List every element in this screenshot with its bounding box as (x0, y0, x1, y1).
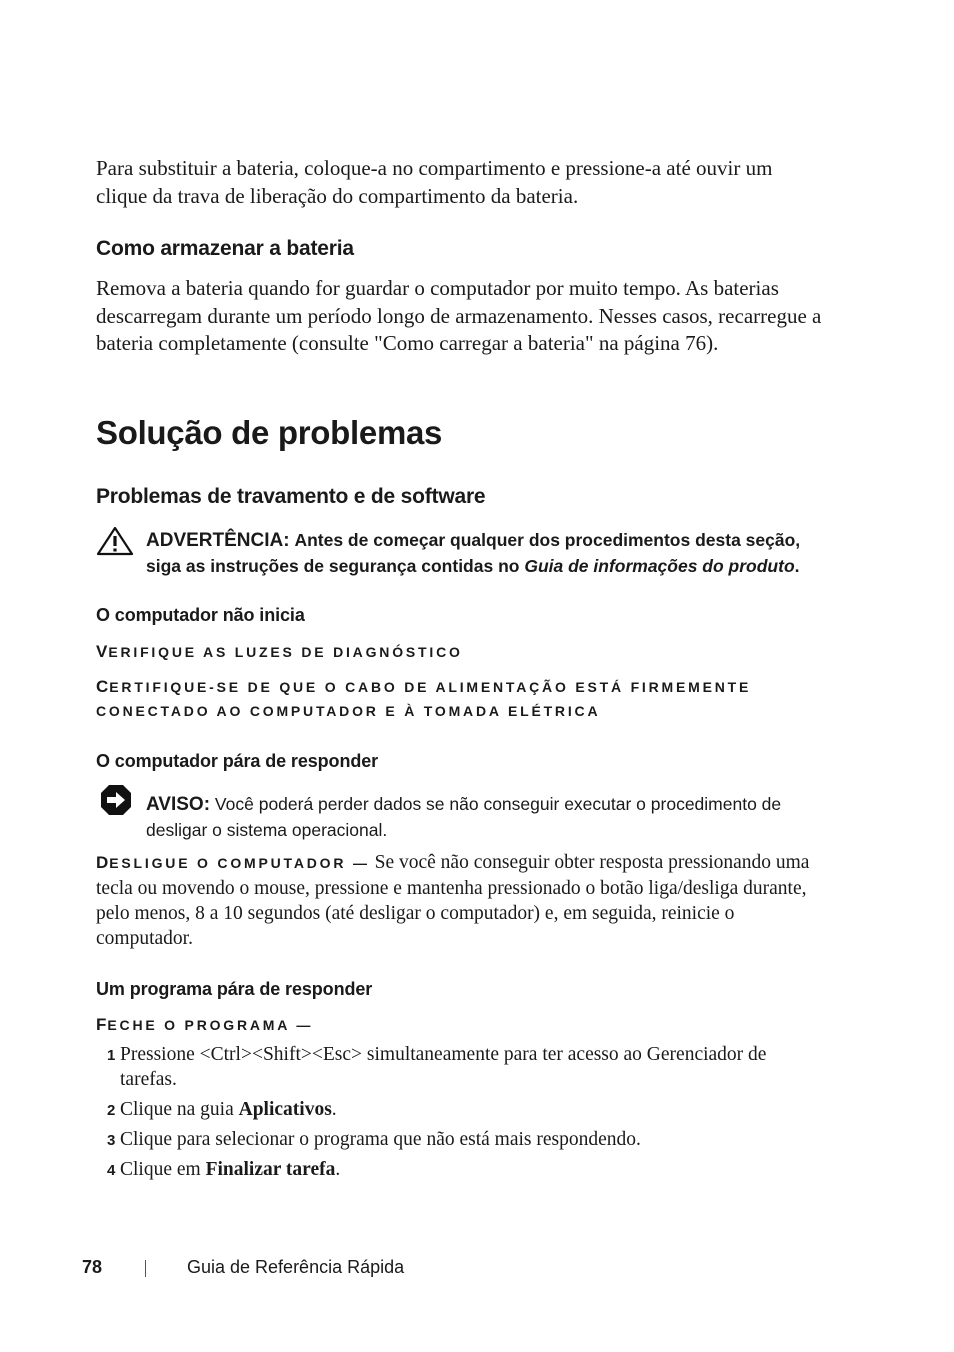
storage-heading: Como armazenar a bateria (96, 237, 354, 260)
page-title: Solução de problemas (96, 414, 443, 451)
step-1: 1 Pressione <Ctrl><Shift><Esc> simultaneamente para ter acesso ao Gerenciador de tarefas. (107, 1044, 767, 1090)
footer-separator (145, 1260, 146, 1277)
intro-paragraph: Para substituir a bateria, coloque-a no compartimento e pressione-a até ouvir um clique da trava de liberação do compartimento da bateria. (96, 156, 773, 208)
notice-arrow-icon (100, 784, 132, 816)
warning-block (146, 528, 826, 578)
warning-text: Antes de começar qualquer dos procedimentos desta seção, siga as instruções de segurança contidas no (146, 530, 801, 576)
program-heading: Um programa pára de responder (96, 979, 373, 999)
notice-label: AVISO: (146, 794, 211, 815)
warning-end: . (794, 555, 800, 576)
page-number: 78 (82, 1257, 103, 1277)
shutdown-text: Se você não conseguir obter resposta pressionando uma tecla ou movendo o mouse, pressione e mantenha pressionado o botão liga/desliga durante, pelo menos, 8 a 10 segundos (até desligar o computador) e, em seguida, reinicie o computador. (96, 852, 810, 949)
warning-label: ADVERTÊNCIA: (146, 530, 290, 551)
footer-guide-title: Guia de Referência Rápida (187, 1257, 405, 1277)
notice-text: Você poderá perder dados se não conseguir executar o procedimento de desligar o sistema operacional. (146, 794, 782, 840)
warning-doc-title: Guia de informações do produto (524, 555, 795, 576)
step-2: 2 Clique na guia Aplicativos. (107, 1099, 337, 1120)
notice-block (146, 792, 826, 842)
step-4: 4 Clique em Finalizar tarefa. (107, 1159, 341, 1180)
lockup-heading: Problemas de travamento e de software (96, 485, 486, 508)
warning-triangle-icon (96, 526, 136, 556)
stops-responding-heading: O computador pára de responder (96, 751, 379, 771)
step-3: 3 Clique para selecionar o programa que não está mais respondendo. (107, 1129, 641, 1150)
storage-paragraph: Remova a bateria quando for guardar o computador por muito tempo. As baterias descarregam durante um período longo de armazenamento. Nesses casos, recarregue a bateria completamente (consulte "Como carregar a bateria" na página 76). (96, 276, 822, 355)
program-steps-list (96, 1042, 826, 1182)
check-diagnostic-lights: VERIFIQUE AS LUZES DE DIAGNÓSTICO (96, 642, 463, 661)
shutdown-instructions: DESLIGUE O COMPUTADOR — Se você não conseguir obter resposta pressionando uma tecla ou movendo o mouse, pressione e mantenha pressionado o botão liga/desliga durante, pelo menos, 8 a 10 segundos (até desligar o computador) e, em seguida, reinicie o computador. (96, 852, 810, 949)
not-start-heading: O computador não inicia (96, 605, 305, 625)
close-program-label: FECHE O PROGRAMA — (96, 1015, 314, 1034)
check-power-cable: CERTIFIQUE-SE DE QUE O CABO DE ALIMENTAÇÃO ESTÁ FIRMEMENTE CONECTADO AO COMPUTADOR E À TOMADA ELÉTRICA (96, 677, 752, 719)
